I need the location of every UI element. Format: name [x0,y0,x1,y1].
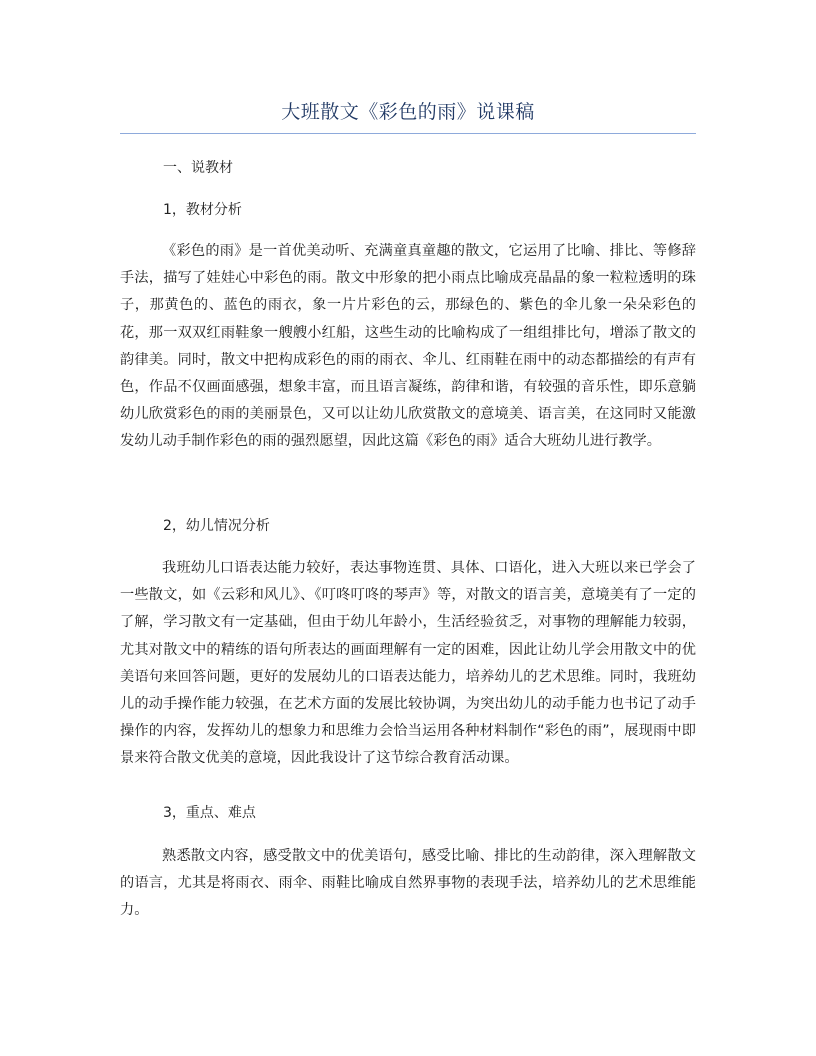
section-heading: 1，教材分析 [163,202,242,218]
section-heading: 一、说教材 [163,160,233,176]
paragraph: 熟悉散文内容，感受散文中的优美语句，感受比喻、排比的生动韵律，深入理解散文的语言，尤其是将雨衣、雨伞、雨鞋比喻成自然界事物的表现手法，培养幼儿的艺术思维能力。 [120,848,696,919]
title-divider [120,133,696,134]
paragraph: 《彩色的雨》是一首优美动听、充满童真童趣的散文，它运用了比喻、排比、等修辞手法，描写了娃娃心中彩色的雨。散文中形象的把小雨点比喻成亮晶晶的象一粒粒透明的珠子，那黄色的、蓝色的雨衣，象一片片彩色的云，那绿色的、紫色的伞儿象一朵朵彩色的花，那一双双红雨鞋象一艘艘小红船，这些生动的比喻构成了一组组排比句，增添了散文的韵律美。同时，散文中把构成彩色的雨的雨衣、伞儿、红雨鞋在雨中的动态都描绘的有声有色，作品不仅画面感强，想象丰富，而且语言凝练，韵律和谐，有较强的音乐性，即乐意躺幼儿欣赏彩色的雨的美丽景色，又可以让幼儿欣赏散文的意境美、语言美，在这同时又能激发幼儿动手制作彩色的雨的强烈愿望，因此这篇《彩色的雨》适合大班幼儿进行教学。 [120,243,696,450]
document-title: 大班散文《彩色的雨》说课稿 [281,101,535,123]
paragraph: 我班幼儿口语表达能力较好，表达事物连贯、具体、口语化，进入大班以来已学会了一些散文，如《云彩和风儿》、《叮咚叮咚的琴声》等，对散文的语言美，意境美有了一定的了解，学习散文有一定基础，但由于幼儿年龄小，生活经验贫乏，对事物的理解能力较弱，尤其对散文中的精练的语句所表达的画面理解有一定的困难，因此让幼儿学会用散文中的优美语句来回答问题，更好的发展幼儿的口语表达能力，培养幼儿的艺术思维。同时，我班幼儿的动手操作能力较强，在艺术方面的发展比较协调，为突出幼儿的动手能力也书记了动手操作的内容，发挥幼儿的想象力和思维力会恰当运用各种材料制作“彩色的雨”，展现雨中即景来符合散文优美的意境，因此我设计了这节综合教育活动课。 [120,560,696,767]
section-heading: 2，幼儿情况分析 [163,518,270,534]
section-heading: 3，重点、难点 [163,805,256,821]
